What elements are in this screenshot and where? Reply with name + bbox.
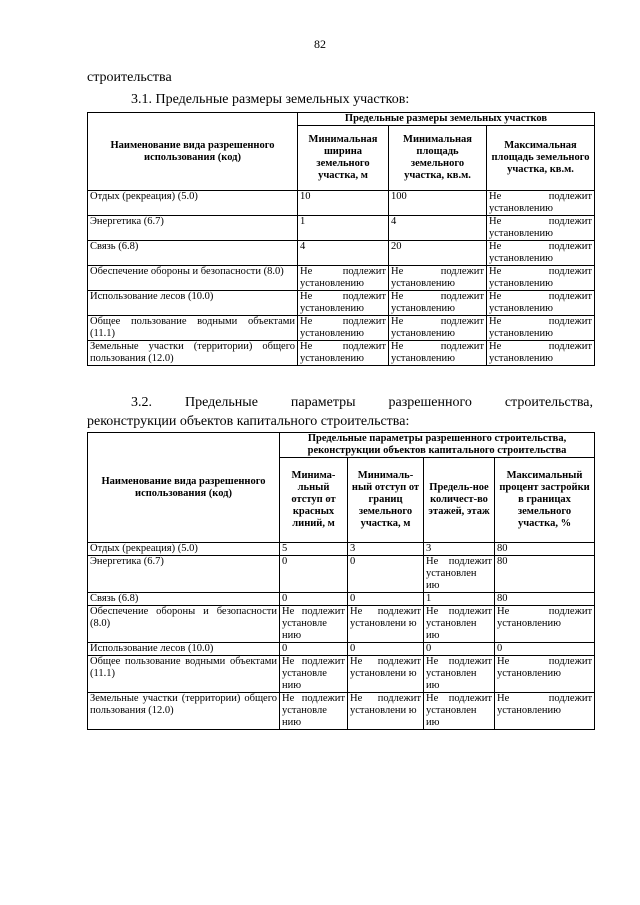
row-value-c3: 1 (424, 593, 495, 606)
row-use-type: Отдых (рекреация) (5.0) (88, 543, 280, 556)
row-use-type: Общее пользование водными объектами (11.1) (88, 316, 298, 341)
row-value-c3: Не подлежит установлению (487, 341, 595, 366)
table-row (88, 556, 595, 593)
row-value-c2: Не подлежит установлению (389, 266, 487, 291)
heading-word: строительства, (504, 395, 593, 410)
col-header-border-setback: Минималь-ный отступ от границ земельного участка, м (348, 458, 424, 543)
row-use-type: Отдых (рекреация) (5.0) (88, 191, 298, 216)
row-value-c1: Не подлежит установлению (298, 316, 389, 341)
land-plot-size-table (87, 112, 595, 366)
row-value-c3: Не подлежит установлен ию (424, 606, 495, 643)
section-3-2-heading (87, 393, 593, 431)
table-row (88, 341, 595, 366)
row-value-c3: Не подлежит установлению (487, 191, 595, 216)
col-header-min-width: Минимальная ширина земельного участка, м (298, 126, 389, 191)
row-value-c1: Не подлежит установле нию (280, 606, 348, 643)
col-header-max-area: Максимальная площадь земельного участка, кв.м. (487, 126, 595, 191)
col-header-max-coverage: Максимальный процент застройки в границах земельного участка, % (495, 458, 595, 543)
row-value-c4: 0 (495, 643, 595, 656)
row-value-c1: 0 (280, 643, 348, 656)
row-value-c1: 4 (298, 241, 389, 266)
row-use-type: Энергетика (6.7) (88, 216, 298, 241)
row-value-c2: Не подлежит установлени ю (348, 693, 424, 730)
row-use-type: Земельные участки (территории) общего пользования (12.0) (88, 341, 298, 366)
table-row (88, 543, 595, 556)
row-value-c2: 3 (348, 543, 424, 556)
row-value-c2: Не подлежит установлению (389, 341, 487, 366)
row-value-c3: Не подлежит установлению (487, 216, 595, 241)
row-value-c2: 0 (348, 593, 424, 606)
row-use-type: Общее пользование водными объектами (11.1) (88, 656, 280, 693)
row-value-c1: Не подлежит установле нию (280, 693, 348, 730)
row-value-c2: 20 (389, 241, 487, 266)
table-row (88, 291, 595, 316)
heading-word: параметры (290, 395, 356, 410)
row-value-c2: Не подлежит установлению (389, 316, 487, 341)
row-value-c2: 0 (348, 643, 424, 656)
row-value-c2: Не подлежит установлени ю (348, 606, 424, 643)
row-value-c4: Не подлежит установлению (495, 656, 595, 693)
intro-line: строительства (87, 70, 172, 85)
row-value-c2: Не подлежит установлению (389, 291, 487, 316)
row-value-c2: 100 (389, 191, 487, 216)
row-value-c3: 0 (424, 643, 495, 656)
table-row (88, 216, 595, 241)
row-value-c1: Не подлежит установлению (298, 341, 389, 366)
row-value-c4: 80 (495, 556, 595, 593)
group-header: Предельные параметры разрешенного строительства, реконструкции объектов капитального строительства (280, 433, 595, 458)
row-use-type: Земельные участки (территории) общего пользования (12.0) (88, 693, 280, 730)
row-value-c1: Не подлежит установле нию (280, 656, 348, 693)
col-header-use-type: Наименование вида разрешенного использования (код) (88, 433, 280, 543)
row-value-c1: Не подлежит установлению (298, 266, 389, 291)
group-header: Предельные размеры земельных участков (298, 113, 595, 126)
table-row (88, 693, 595, 730)
heading-word: разрешенного (388, 395, 472, 410)
row-value-c2: Не подлежит установлени ю (348, 656, 424, 693)
row-value-c2: 4 (389, 216, 487, 241)
row-value-c3: Не подлежит установлению (487, 291, 595, 316)
row-value-c2: 0 (348, 556, 424, 593)
construction-params-table (87, 432, 595, 730)
table-row (88, 316, 595, 341)
table-row (88, 266, 595, 291)
row-use-type: Энергетика (6.7) (88, 556, 280, 593)
row-value-c1: 0 (280, 593, 348, 606)
row-value-c3: Не подлежит установлен ию (424, 556, 495, 593)
row-value-c4: 80 (495, 593, 595, 606)
section-3-1-heading: 3.1. Предельные размеры земельных участков: (131, 92, 410, 107)
row-value-c3: 3 (424, 543, 495, 556)
table-row (88, 191, 595, 216)
col-header-use-type: Наименование вида разрешенного использования (код) (88, 113, 298, 191)
table-row (88, 606, 595, 643)
heading-number: 3.2. (131, 395, 152, 410)
heading-word: Предельные (184, 395, 258, 410)
row-value-c1: Не подлежит установлению (298, 291, 389, 316)
col-header-red-line-setback: Минима-льный отступ от красных линий, м (280, 458, 348, 543)
row-value-c4: 80 (495, 543, 595, 556)
col-header-min-area: Минимальная площадь земельного участка, кв.м. (389, 126, 487, 191)
col-header-floors: Предель-ное количест-во этажей, этаж (424, 458, 495, 543)
table-row (88, 656, 595, 693)
row-value-c1: 5 (280, 543, 348, 556)
row-value-c1: 0 (280, 556, 348, 593)
row-use-type: Обеспечение обороны и безопасности (8.0) (88, 266, 298, 291)
row-value-c3: Не подлежит установлению (487, 266, 595, 291)
row-value-c3: Не подлежит установлению (487, 241, 595, 266)
row-use-type: Связь (6.8) (88, 241, 298, 266)
row-use-type: Использование лесов (10.0) (88, 291, 298, 316)
row-value-c1: 1 (298, 216, 389, 241)
page-number: 82 (314, 37, 326, 51)
row-use-type: Связь (6.8) (88, 593, 280, 606)
row-value-c4: Не подлежит установлению (495, 693, 595, 730)
row-value-c1: 10 (298, 191, 389, 216)
row-use-type: Использование лесов (10.0) (88, 643, 280, 656)
table-row (88, 241, 595, 266)
table-row (88, 643, 595, 656)
row-value-c4: Не подлежит установлению (495, 606, 595, 643)
heading-line-2: реконструкции объектов капитального строительства: (87, 414, 410, 429)
row-value-c3: Не подлежит установлен ию (424, 693, 495, 730)
row-value-c3: Не подлежит установлению (487, 316, 595, 341)
row-value-c3: Не подлежит установлен ию (424, 656, 495, 693)
row-use-type: Обеспечение обороны и безопасности (8.0) (88, 606, 280, 643)
table-row (88, 593, 595, 606)
